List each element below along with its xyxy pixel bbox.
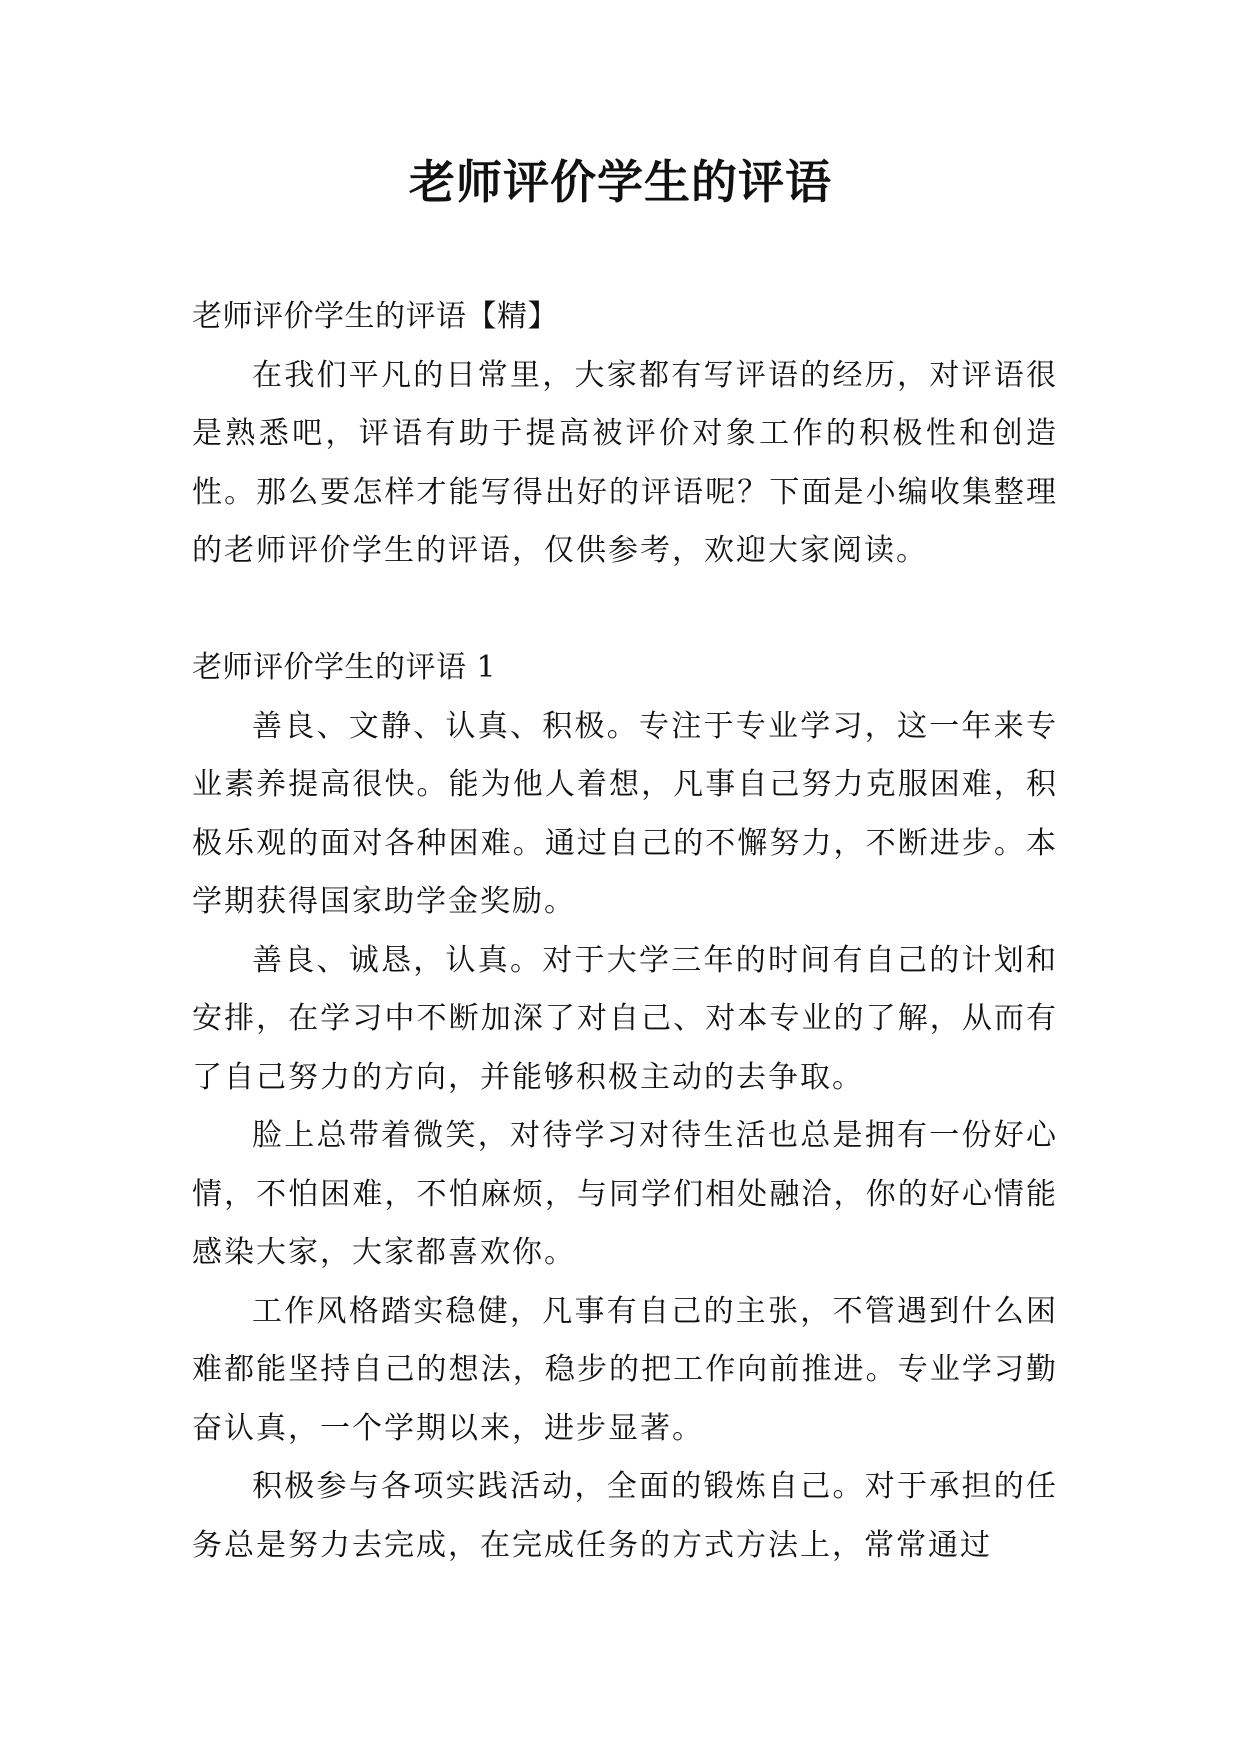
document-title: 老师评价学生的评语: [409, 155, 832, 209]
comment-paragraph-3: 脸上总带着微笑，对待学习对待生活也总是拥有一份好心情，不怕困难，不怕麻烦，与同学们相处融洽，你的好心情能感染大家，大家都喜欢你。: [192, 1118, 1058, 1270]
comment-paragraph-1: 善良、文静、认真、积极。专注于专业学习，这一年来专业素养提高很快。能为他人着想，凡事自己努力克服困难，积极乐观的面对各种困难。通过自己的不懈努力，不断进步。本学期获得国家助学金奖励。: [192, 708, 1058, 919]
intro-paragraph: 在我们平凡的日常里，大家都有写评语的经历，对评语很是熟悉吧，评语有助于提高被评价对象工作的积极性和创造性。那么要怎样才能写得出好的评语呢？下面是小编收集整理的老师评价学生的评语，仅供参考，欢迎大家阅读。: [192, 357, 1058, 568]
comment-paragraph-5: 积极参与各项实践活动，全面的锻炼自己。对于承担的任务总是努力去完成，在完成任务的方式方法上，常常通过: [192, 1469, 1058, 1563]
intro-heading: 老师评价学生的评语【精】: [192, 299, 558, 334]
comment-paragraph-2: 善良、诚恳，认真。对于大学三年的时间有自己的计划和安排，在学习中不断加深了对自己、对本专业的了解，从而有了自己努力的方向，并能够积极主动的去争取。: [192, 942, 1058, 1095]
section-spacer: [192, 581, 1058, 640]
document-body: [192, 288, 1058, 1575]
section-1-heading: 老师评价学生的评语 1: [192, 650, 497, 685]
comment-paragraph-4: 工作风格踏实稳健，凡事有自己的主张，不管遇到什么困难都能坚持自己的想法，稳步的把工作向前推进。专业学习勤奋认真，一个学期以来，进步显著。: [192, 1293, 1058, 1446]
